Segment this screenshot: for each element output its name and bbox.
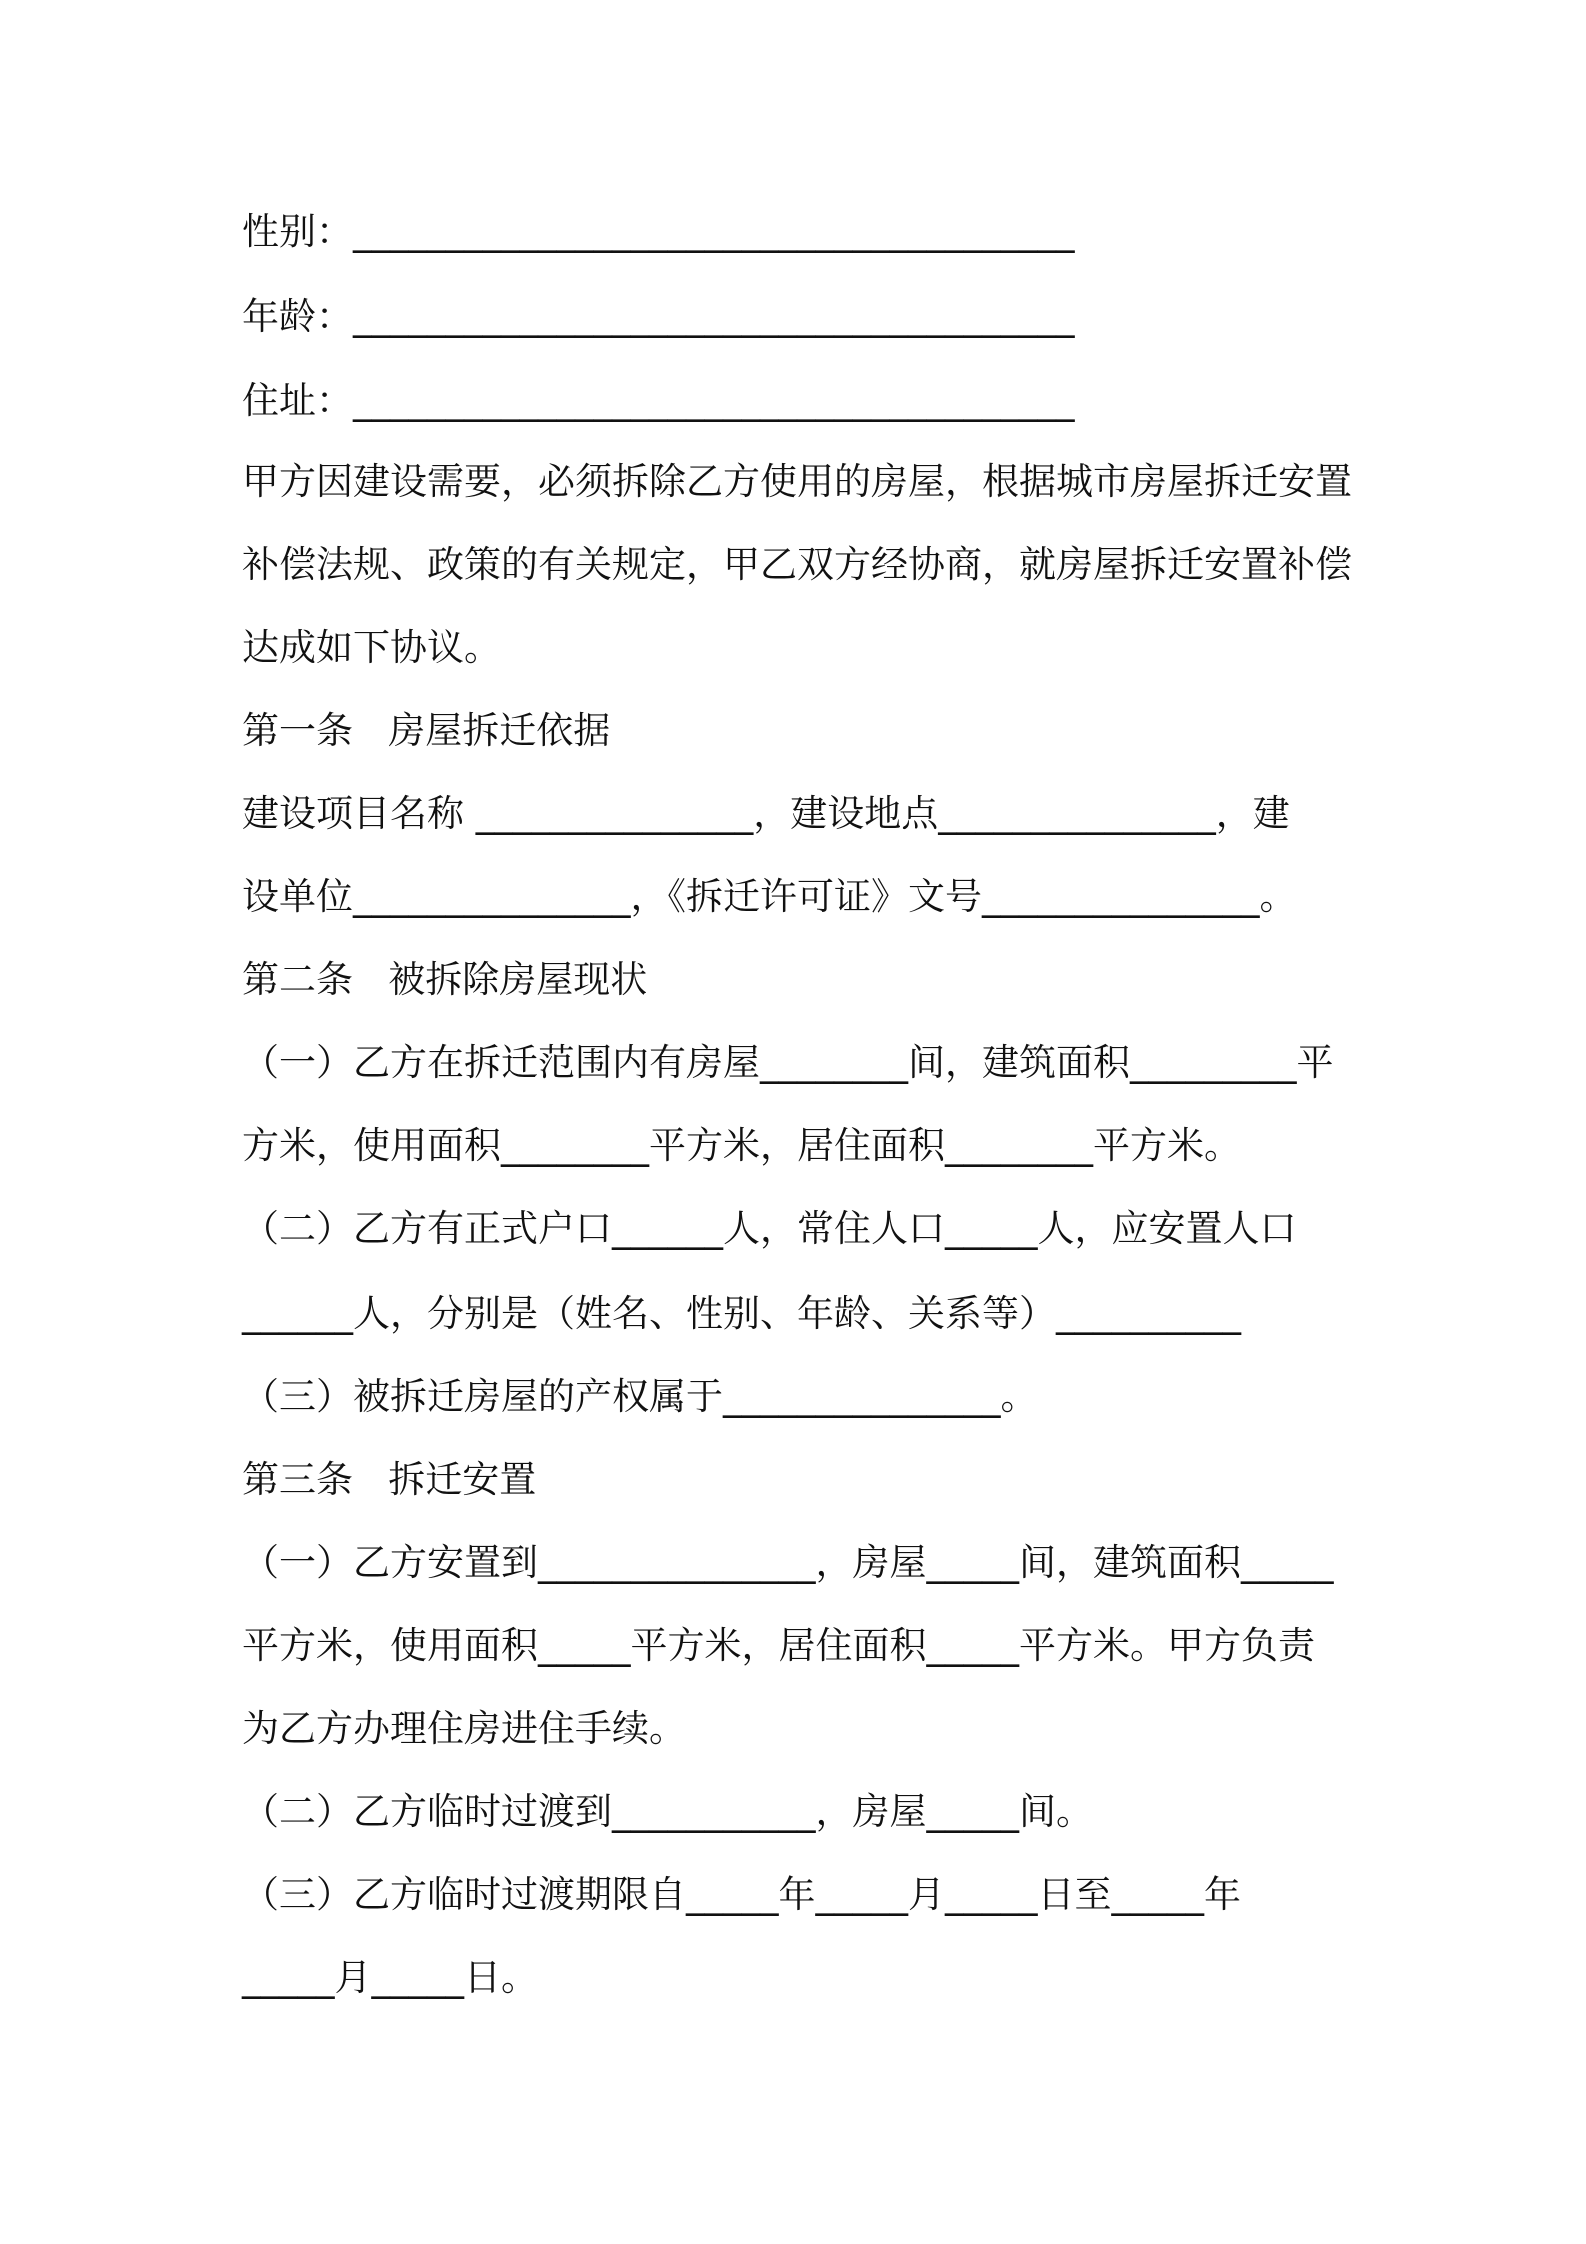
article-2-item-2-line-2: ______人，分别是（姓名、性别、年龄、关系等）__________ [242,1292,1241,1335]
article-3-item-1-line-3: 为乙方办理住房进住手续。 [242,1707,686,1750]
article-3-heading: 第三条 拆迁安置 [242,1458,537,1501]
article-2-item-2-line-1: （二）乙方有正式户口______人，常住人口_____人，应安置人口 [242,1207,1297,1250]
paragraph-intro-line-2: 补偿法规、政策的有关规定，甲乙双方经协商，就房屋拆迁安置补偿 [242,543,1352,586]
article-3-item-2: （二）乙方临时过渡到___________，房屋_____间。 [242,1790,1093,1833]
field-address: 住址：_______________________________________ [242,379,1075,422]
article-3-item-1-line-1: （一）乙方安置到_______________，房屋_____间，建筑面积_____ [242,1541,1334,1584]
article-2-heading: 第二条 被拆除房屋现状 [242,958,648,1001]
paragraph-intro-line-1: 甲方因建设需要，必须拆除乙方使用的房屋，根据城市房屋拆迁安置 [242,460,1352,503]
article-1-line-2: 设单位_______________，《拆迁许可证》文号_______________。 [242,875,1297,918]
article-3-item-3-line-1: （三）乙方临时过渡期限自_____年_____月_____日至_____年 [242,1873,1241,1916]
article-2-item-1-line-1: （一）乙方在拆迁范围内有房屋________间，建筑面积_________平 [242,1041,1334,1084]
article-3-item-3-line-2: _____月_____日。 [242,1956,538,1999]
field-age: 年龄：_______________________________________ [242,295,1075,338]
paragraph-intro-line-3: 达成如下协议。 [242,626,501,669]
article-1-heading: 第一条 房屋拆迁依据 [242,709,611,752]
field-gender: 性别：_______________________________________ [242,210,1075,253]
article-3-item-1-line-2: 平方米，使用面积_____平方米，居住面积_____平方米。甲方负责 [242,1624,1315,1667]
article-2-item-3: （三）被拆迁房屋的产权属于_______________。 [242,1375,1038,1418]
article-1-line-1: 建设项目名称 _______________，建设地点_______________，建 [242,792,1290,835]
article-2-item-1-line-2: 方米，使用面积________平方米，居住面积________平方米。 [242,1124,1241,1167]
